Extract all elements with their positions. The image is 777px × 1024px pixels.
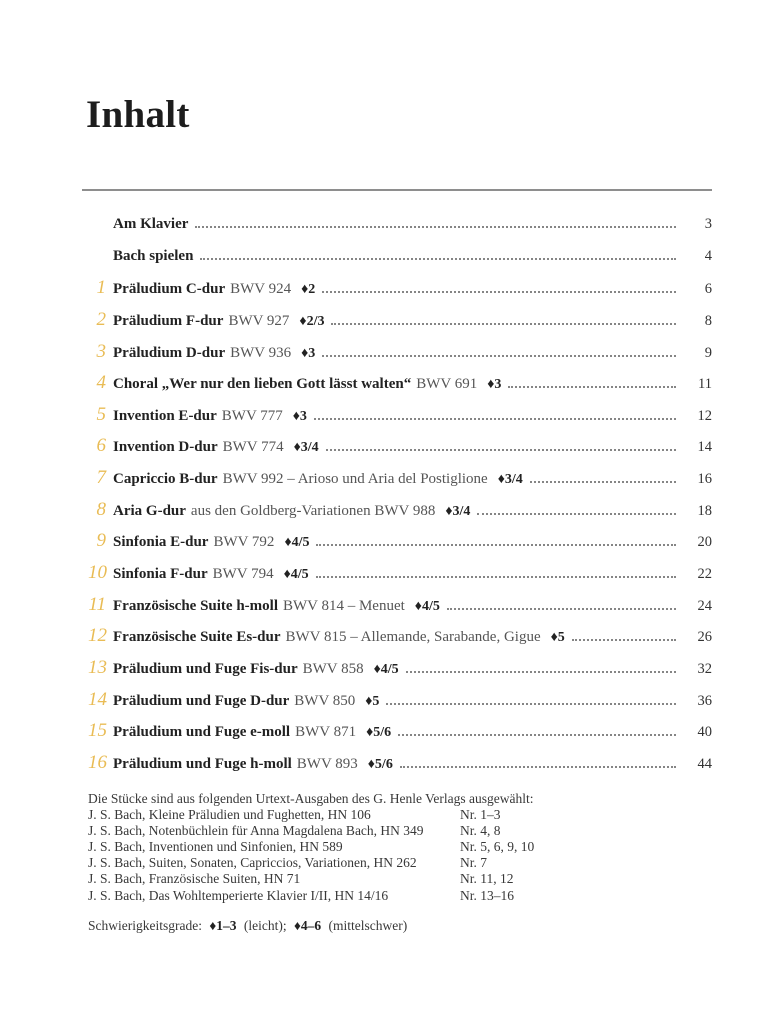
toc-entry-text <box>113 306 324 336</box>
toc-entry-difficulty-grade: ♦3/4 <box>497 472 523 488</box>
toc-entry-page-number: 18 <box>697 502 712 519</box>
toc-entry-title: Französische Suite h-moll <box>113 597 278 614</box>
toc-entry-text <box>113 369 501 399</box>
toc-entry-difficulty-grade: ♦5/6 <box>367 756 393 772</box>
toc-entry <box>88 336 712 368</box>
toc-entry-number: 7 <box>96 467 106 489</box>
dotted-leader <box>477 513 676 515</box>
toc-entry-title: Französische Suite Es-dur <box>113 629 281 646</box>
toc-entry-text <box>113 432 319 462</box>
toc-entry-detail: BWV 774 <box>222 439 284 456</box>
toc-entry <box>88 684 712 716</box>
toc-entry-number: 6 <box>96 435 106 457</box>
toc-entry-title: Invention E-dur <box>113 407 217 424</box>
toc-entry-page-number: 24 <box>697 597 712 614</box>
toc-entry-detail: aus den Goldberg-Variationen BWV 988 <box>190 502 436 519</box>
toc-entry-text <box>113 274 315 304</box>
toc-entry-number: 4 <box>96 372 106 394</box>
difficulty-legend <box>88 918 411 934</box>
toc-entry-difficulty-grade: ♦3/4 <box>293 440 319 456</box>
dotted-leader <box>386 703 676 705</box>
toc-entry-page-number: 32 <box>697 660 712 677</box>
dotted-leader <box>326 449 676 451</box>
toc-entry-text <box>113 209 188 241</box>
toc-entry-difficulty-grade: ♦4/5 <box>284 535 310 551</box>
toc-entry-difficulty-grade: ♦3 <box>301 345 316 361</box>
difficulty-medium-text: (mittelschwer) <box>328 918 408 933</box>
difficulty-easy-range: ♦1–3 <box>209 918 237 933</box>
toc-entry <box>88 241 712 273</box>
toc-entry-page-number: 6 <box>704 281 712 298</box>
toc-entry-detail: BWV 893 <box>296 755 358 772</box>
toc-entry <box>88 304 712 336</box>
toc-entry-text <box>113 496 470 526</box>
toc-entry-page-number: 3 <box>704 216 712 232</box>
toc-entry <box>88 399 712 431</box>
toc-entry-page-number: 36 <box>697 692 712 709</box>
dotted-leader <box>316 576 676 578</box>
toc-entry-detail: BWV 691 <box>416 376 478 393</box>
toc-entry-title: Präludium und Fuge Fis-dur <box>113 660 298 677</box>
toc-entry-difficulty-grade: ♦4/5 <box>414 598 440 614</box>
toc-entry-title: Sinfonia E-dur <box>113 534 209 551</box>
toc-entry-title: Sinfonia F-dur <box>113 566 208 583</box>
header-rule <box>82 189 712 191</box>
toc-entry-text <box>113 717 391 747</box>
toc-entry <box>88 525 712 557</box>
toc-entry-text <box>113 559 309 589</box>
toc-entry-text <box>113 749 393 779</box>
toc-entry-page-number: 12 <box>697 407 712 424</box>
toc-entry-page-number: 20 <box>697 534 712 551</box>
toc-entry-title: Präludium C-dur <box>113 281 226 298</box>
toc-entry-number: 14 <box>88 688 107 710</box>
toc-entry-number: 16 <box>88 751 107 773</box>
toc-entry-text <box>113 622 565 652</box>
toc-entry-text <box>113 654 399 684</box>
toc-entry-text <box>113 591 440 621</box>
toc-entry-title: Bach spielen <box>113 247 194 264</box>
toc-entry-page-number: 16 <box>697 471 712 488</box>
dotted-leader <box>316 544 676 546</box>
source-row <box>88 871 712 887</box>
toc-entry <box>88 620 712 652</box>
toc-entry-page-number: 4 <box>704 247 712 264</box>
toc-entry <box>88 430 712 462</box>
dotted-leader <box>331 323 676 325</box>
toc-entry-page-number: 9 <box>704 344 712 361</box>
toc-entry-page-number: 11 <box>698 376 712 393</box>
source-edition: J. S. Bach, Das Wohltemperierte Klavier I/II, HN 14/16 <box>88 887 389 903</box>
toc-entry-detail: BWV 850 <box>294 692 356 709</box>
toc-entry-text <box>113 464 523 494</box>
toc-entry-number: 13 <box>88 656 107 678</box>
dotted-leader <box>572 639 676 641</box>
source-row <box>88 855 712 871</box>
toc-entry-title: Aria G-dur <box>113 502 186 519</box>
toc-entry-title: Präludium und Fuge e-moll <box>113 724 291 741</box>
toc-entry-title: Präludium und Fuge D-dur <box>113 692 290 709</box>
dotted-leader <box>447 608 676 610</box>
toc-entry-difficulty-grade: ♦4/5 <box>373 661 399 677</box>
toc-entry <box>88 589 712 621</box>
sources-block <box>88 791 712 904</box>
difficulty-label: Schwierigkeitsgrade: <box>88 918 202 933</box>
toc-entry-page-number: 8 <box>704 312 712 329</box>
toc-entry-number: 5 <box>96 403 106 425</box>
toc-entry-page-number: 40 <box>697 724 712 741</box>
toc-entry-difficulty-grade: ♦5/6 <box>366 725 392 741</box>
toc-entry-number: 8 <box>96 498 106 520</box>
toc-entry-number: 3 <box>96 340 106 362</box>
source-piece-numbers: Nr. 5, 6, 9, 10 <box>460 839 535 855</box>
source-piece-numbers: Nr. 13–16 <box>460 887 514 903</box>
source-piece-numbers: Nr. 4, 8 <box>460 823 501 839</box>
toc-entry <box>88 652 712 684</box>
source-edition: J. S. Bach, Suiten, Sonaten, Capriccios, Variationen, HN 262 <box>88 855 417 871</box>
toc-entry <box>88 209 712 241</box>
toc-entry <box>88 367 712 399</box>
toc-entry-number: 12 <box>88 625 107 647</box>
dotted-leader <box>508 386 676 388</box>
toc-entry-text <box>113 527 309 557</box>
toc-entry-detail: BWV 792 <box>213 534 275 551</box>
toc-entry-detail: BWV 871 <box>295 724 357 741</box>
toc-entry-title: Capriccio B-dur <box>113 471 218 488</box>
dotted-leader <box>200 258 676 260</box>
toc-entry-difficulty-grade: ♦3 <box>487 377 502 393</box>
page-title: Inhalt <box>86 93 190 136</box>
toc-entry <box>88 747 712 779</box>
toc-entry-text <box>113 338 315 368</box>
toc-entry-detail: BWV 815 – Allemande, Sarabande, Gigue <box>285 629 541 646</box>
toc-entry-difficulty-grade: ♦2 <box>301 282 316 298</box>
toc-entry-number: 2 <box>96 308 106 330</box>
dotted-leader <box>322 355 676 357</box>
toc-entry-text <box>113 241 193 273</box>
table-of-contents <box>88 209 712 779</box>
toc-entry <box>88 494 712 526</box>
toc-entry-detail: BWV 992 – Arioso und Aria del Postiglione <box>222 471 488 488</box>
toc-entry-title: Präludium D-dur <box>113 344 226 361</box>
toc-entry-text <box>113 686 379 716</box>
toc-entry-number: 15 <box>88 720 107 742</box>
source-edition: J. S. Bach, Inventionen und Sinfonien, HN 589 <box>88 839 343 855</box>
toc-entry-detail: BWV 814 – Menuet <box>283 597 405 614</box>
toc-entry-number: 10 <box>88 562 107 584</box>
toc-entry-detail: BWV 794 <box>212 566 274 583</box>
sources-rows <box>88 807 712 904</box>
source-row <box>88 807 712 823</box>
dotted-leader <box>398 734 676 736</box>
dotted-leader <box>406 671 676 673</box>
source-piece-numbers: Nr. 11, 12 <box>460 871 514 887</box>
toc-entry-title: Präludium und Fuge h-moll <box>113 755 292 772</box>
toc-entry <box>88 557 712 589</box>
toc-entry-difficulty-grade: ♦4/5 <box>283 567 309 583</box>
toc-entry-title: Choral „Wer nur den lieben Gott lässt walten“ <box>113 376 412 393</box>
sources-intro: Die Stücke sind aus folgenden Urtext-Ausgaben des G. Henle Verlags ausgewählt: <box>88 791 534 806</box>
difficulty-easy-text: (leicht); <box>243 918 287 933</box>
source-row <box>88 839 712 855</box>
toc-entry-page-number: 22 <box>697 566 712 583</box>
toc-entry-difficulty-grade: ♦5 <box>550 630 565 646</box>
source-row <box>88 888 712 904</box>
source-edition: J. S. Bach, Notenbüchlein für Anna Magdalena Bach, HN 349 <box>88 823 424 839</box>
source-piece-numbers: Nr. 7 <box>460 855 487 871</box>
toc-entry <box>88 715 712 747</box>
toc-entry-title: Am Klavier <box>113 216 189 232</box>
toc-entry <box>88 272 712 304</box>
toc-entry-title: Invention D-dur <box>113 439 218 456</box>
dotted-leader <box>314 418 676 420</box>
toc-entry-difficulty-grade: ♦3/4 <box>445 503 471 519</box>
toc-entry-difficulty-grade: ♦5 <box>365 693 380 709</box>
toc-entry-page-number: 26 <box>697 629 712 646</box>
dotted-leader <box>400 766 676 768</box>
source-row <box>88 823 712 839</box>
dotted-leader <box>530 481 676 483</box>
toc-entry-number: 1 <box>96 277 106 299</box>
source-piece-numbers: Nr. 1–3 <box>460 807 501 823</box>
toc-entry-detail: BWV 777 <box>221 407 283 424</box>
toc-entry-page-number: 14 <box>697 439 712 456</box>
toc-entry <box>88 462 712 494</box>
toc-entry-number: 9 <box>96 530 106 552</box>
source-edition: J. S. Bach, Französische Suiten, HN 71 <box>88 871 301 887</box>
toc-entry-detail: BWV 858 <box>302 660 364 677</box>
toc-entry-difficulty-grade: ♦3 <box>292 408 307 424</box>
toc-entry-text <box>113 401 307 431</box>
source-edition: J. S. Bach, Kleine Präludien und Fughetten, HN 106 <box>88 807 371 823</box>
dotted-leader <box>195 226 676 228</box>
toc-entry-page-number: 44 <box>697 755 712 772</box>
dotted-leader <box>322 291 676 293</box>
difficulty-medium-range: ♦4–6 <box>293 918 322 933</box>
toc-entry-detail: BWV 924 <box>230 281 292 298</box>
toc-entry-detail: BWV 927 <box>228 312 290 329</box>
toc-entry-difficulty-grade: ♦2/3 <box>299 313 325 329</box>
toc-entry-number: 11 <box>88 593 106 615</box>
toc-entry-detail: BWV 936 <box>230 344 292 361</box>
toc-entry-title: Präludium F-dur <box>113 312 224 329</box>
